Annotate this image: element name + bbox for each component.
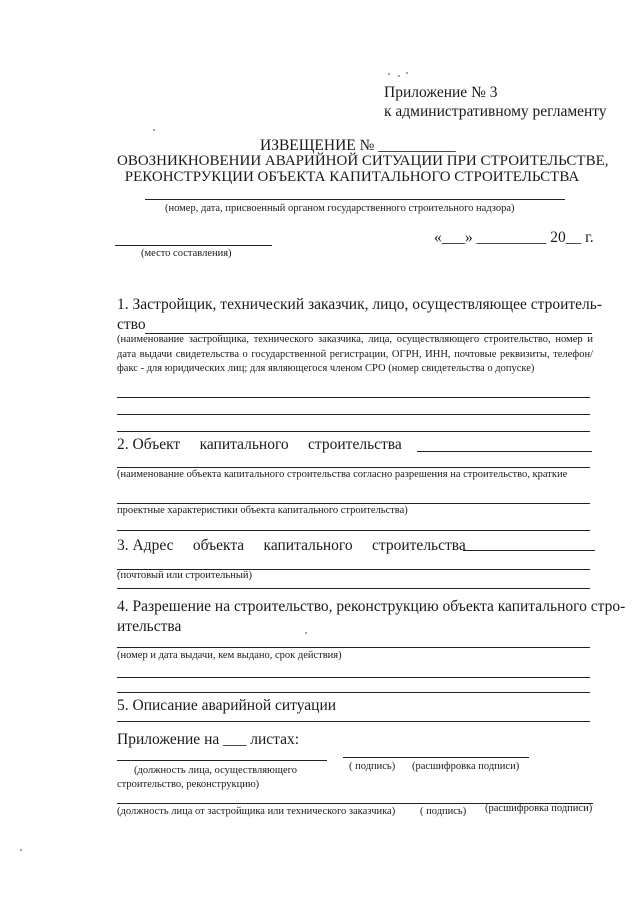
signature2-decoding-hint: (расшифровка подписи) bbox=[485, 803, 593, 814]
place-field-line bbox=[115, 245, 272, 246]
signature1-sign-hint: ( подпись) bbox=[349, 761, 396, 772]
section2-heading: 2. Объект капитального строительства bbox=[117, 436, 402, 453]
section3-hint: (почтовый или строительный) bbox=[117, 570, 252, 581]
notice-title: ИЗВЕЩЕНИЕ № __________ bbox=[260, 137, 456, 154]
section2-field-line bbox=[417, 451, 592, 452]
section1-heading: 1. Застройщик, технический заказчик, лицо, осуществляющее строитель- bbox=[117, 296, 603, 313]
section1-line-2 bbox=[117, 397, 590, 398]
place-hint: (место составления) bbox=[141, 248, 232, 259]
signature1-position-line bbox=[117, 760, 327, 761]
section1-hint: (наименование застройщика, технического заказчика, лица, осуществляющего строительство, номер и дата выдачи свидетельства о государственной регистрации, ОГРН, ИНН, почтовые реквизиты, телефон/факс - для юридических лиц; для являющегося членом СРО (номер свидетельства о допуске) bbox=[117, 334, 593, 374]
section5-field-line bbox=[117, 721, 590, 722]
section4-field-line bbox=[117, 647, 590, 648]
number-field-line bbox=[145, 199, 565, 200]
notice-subtitle-line1: ОВОЗНИКНОВЕНИИ АВАРИЙНОЙ СИТУАЦИИ ПРИ СТРОИТЕЛЬСТВЕ, bbox=[117, 153, 609, 169]
scan-speck bbox=[153, 129, 155, 131]
section2-hint-text: (наименование объекта капитального строительства согласно разрешения на строительство, краткие bbox=[117, 469, 568, 480]
section4-line-2 bbox=[117, 677, 590, 678]
scan-speck bbox=[388, 73, 390, 75]
section2-line-4 bbox=[117, 530, 590, 531]
appendix-regulation: к административному регламенту bbox=[384, 103, 607, 120]
section3-line-3 bbox=[117, 588, 590, 589]
section4-heading-cont: ительства bbox=[117, 618, 182, 635]
section2-hint2: проектные характеристики объекта капитального строительства) bbox=[117, 505, 408, 516]
signature1-sign-line bbox=[343, 757, 529, 758]
scan-speck bbox=[398, 75, 400, 77]
section4-heading: 4. Разрешение на строительство, реконструкцию объекта капитального стро- bbox=[117, 598, 626, 615]
section3-field-line bbox=[463, 550, 595, 551]
section4-line-3 bbox=[117, 692, 590, 693]
signature2-sign-hint: ( подпись) bbox=[420, 806, 467, 817]
scan-speck bbox=[406, 72, 408, 74]
section2-line-3 bbox=[117, 503, 590, 504]
section4-hint: (номер и дата выдачи, кем выдано, срок действия) bbox=[117, 650, 342, 661]
signature1-decoding-hint: (расшифровка подписи) bbox=[412, 761, 520, 772]
notice-subtitle-line2: РЕКОНСТРУКЦИИ ОБЪЕКТА КАПИТАЛЬНОГО СТРОИТЕЛЬСТВА bbox=[124, 169, 580, 185]
scan-speck bbox=[20, 849, 22, 851]
appendix-number: Приложение № 3 bbox=[384, 84, 498, 101]
signature1-position-hint: (должность лица, осуществляющего bbox=[134, 765, 297, 776]
section5-heading: 5. Описание аварийной ситуации bbox=[117, 697, 337, 714]
signature1-position-hint-cont: строительство, реконструкцию) bbox=[117, 779, 260, 790]
section3-heading: 3. Адрес объекта капитального строительства bbox=[117, 537, 466, 554]
section1-line-3 bbox=[117, 414, 590, 415]
section2-hint bbox=[117, 468, 593, 483]
attachment-line: Приложение на ___ листах: bbox=[117, 731, 300, 748]
scan-speck bbox=[305, 632, 307, 634]
date-field: «___» _________ 20__ г. bbox=[434, 229, 594, 246]
section1-heading-cont: ство bbox=[117, 316, 146, 333]
signature2-position-hint: (должность лица от застройщика или технического заказчика) bbox=[117, 806, 396, 817]
section1-line-4 bbox=[117, 431, 590, 432]
number-hint: (номер, дата, присвоенный органом государственного строительного надзора) bbox=[165, 203, 515, 214]
